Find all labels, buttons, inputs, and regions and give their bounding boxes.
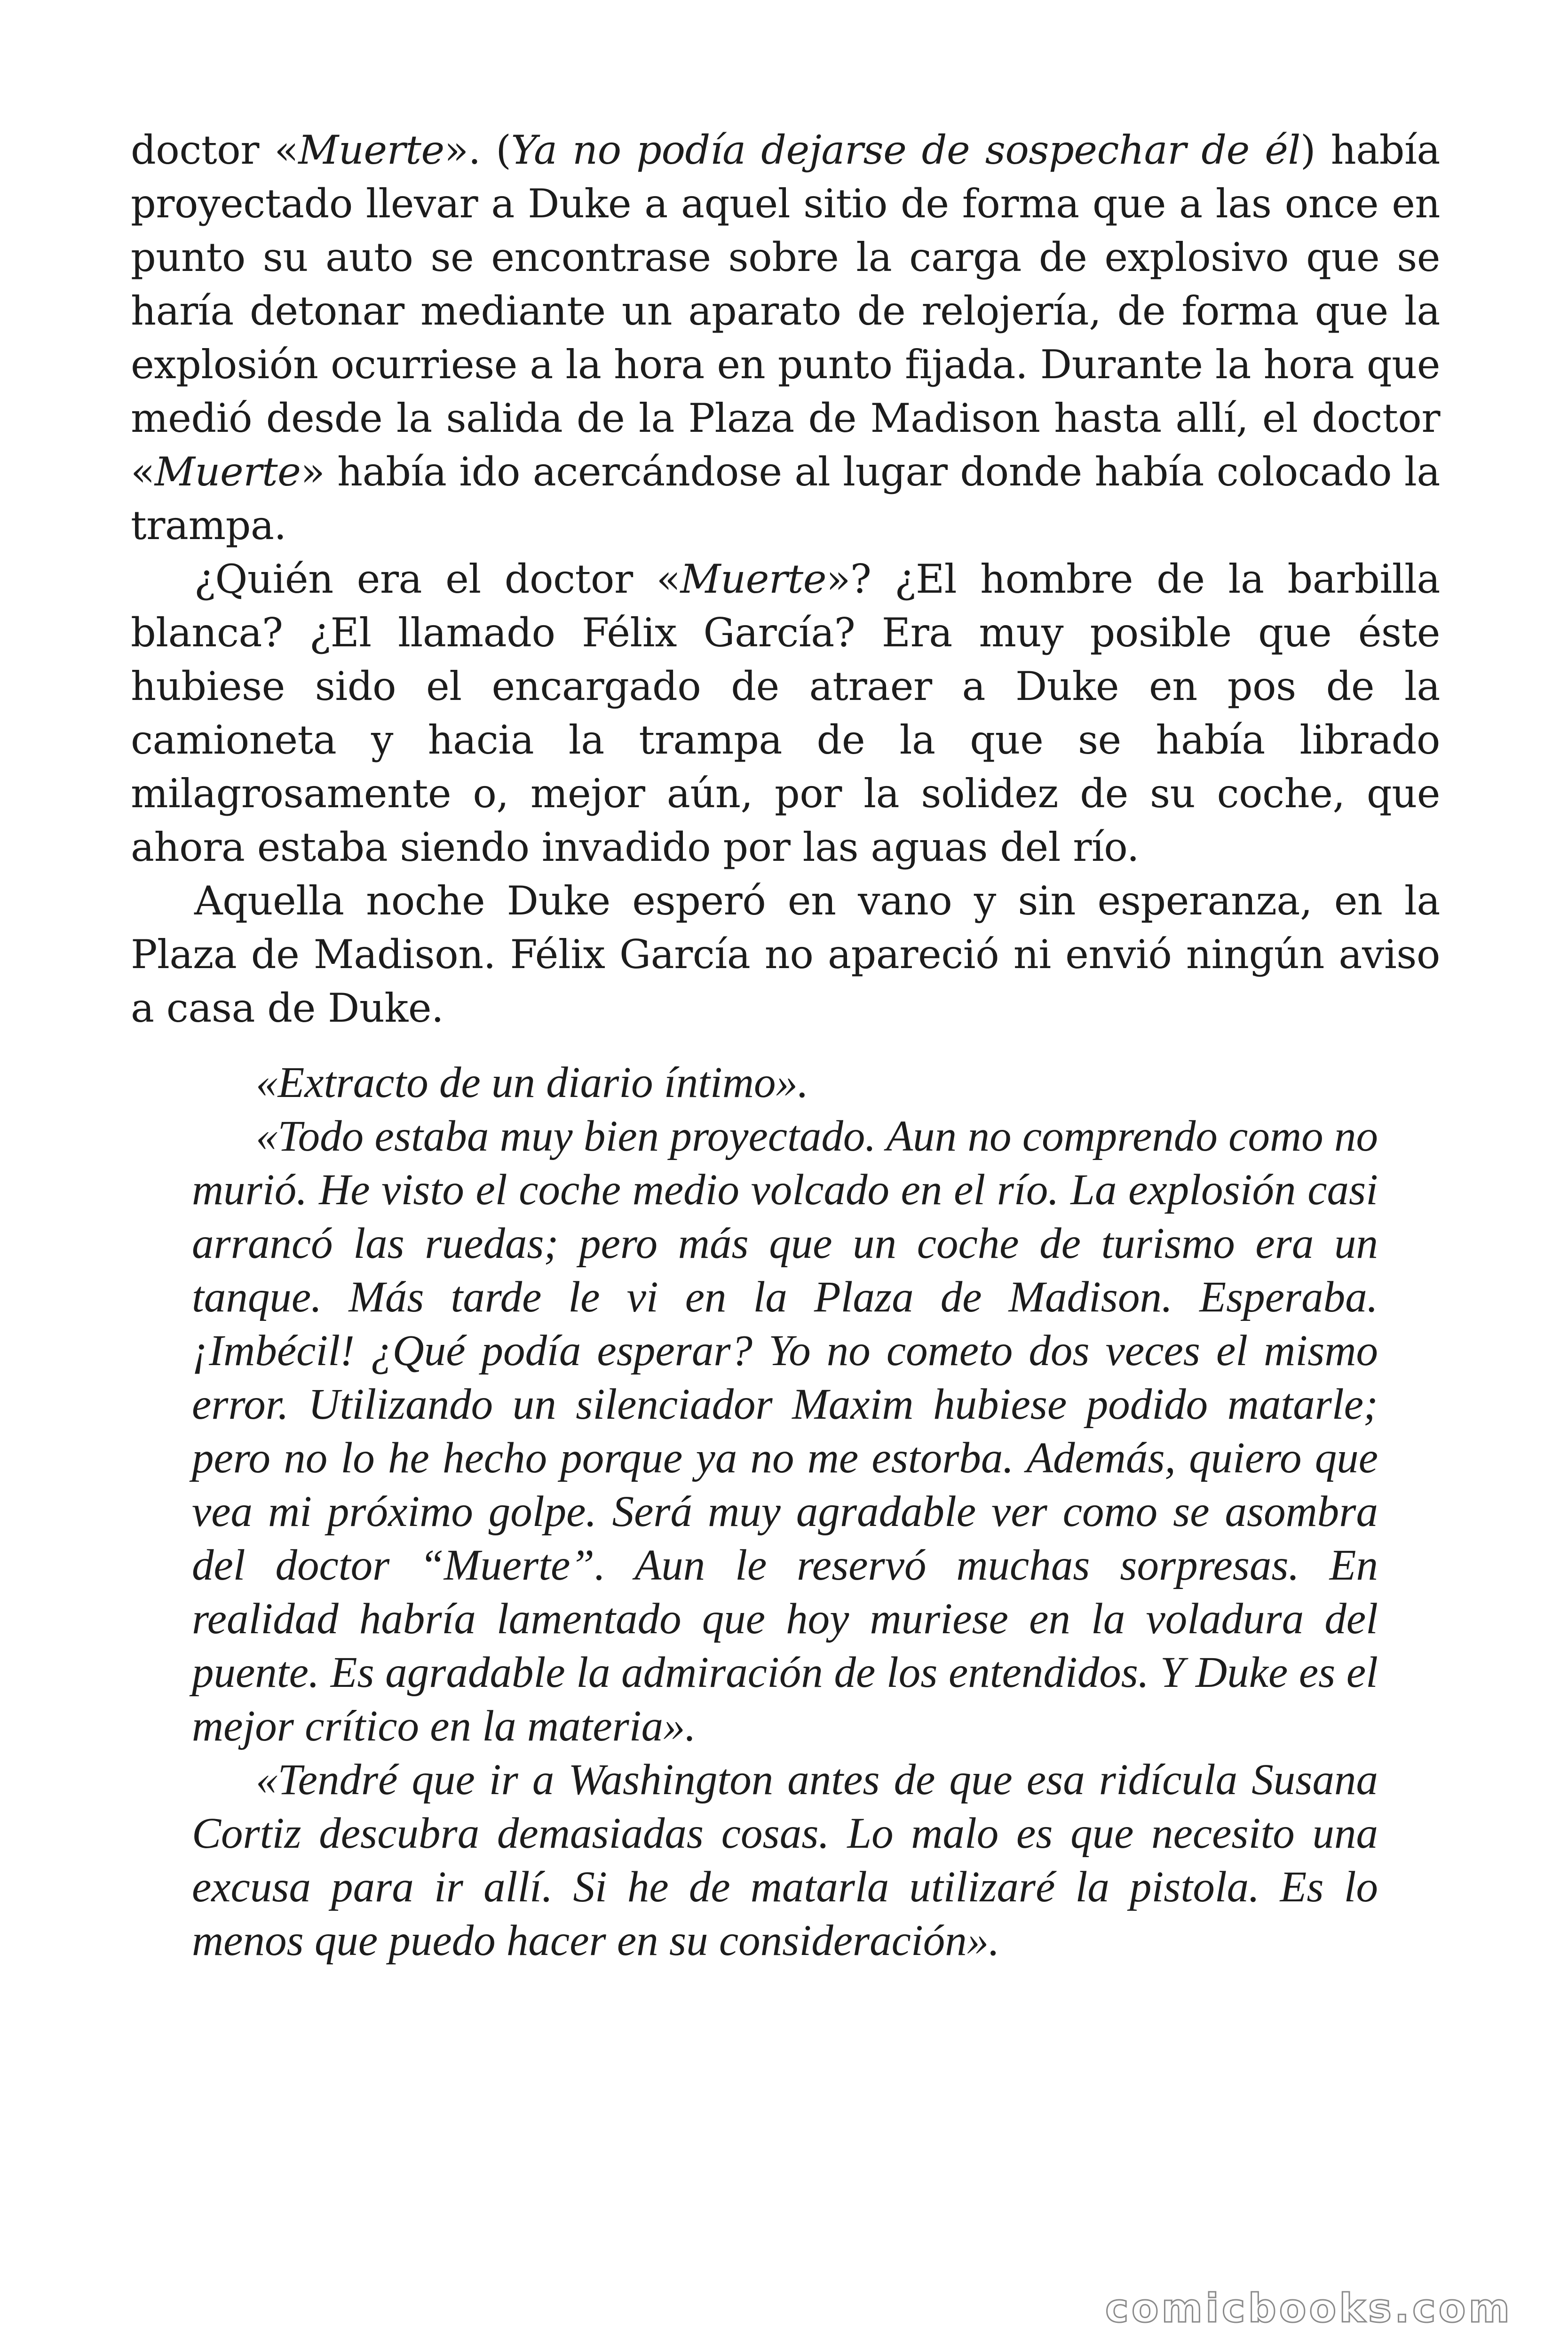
paragraph-3: Aquella noche Duke esperó en vano y sin esperanza, en la Plaza de Madison. Félix García no apareció ni envió ningún aviso a casa de Duke. [131, 878, 1440, 1031]
diary-excerpt [192, 1056, 1378, 1968]
paragraph-2: ¿Quién era el doctor «Muerte»? ¿El hombre de la barbilla blanca? ¿El llamado Félix García? Era muy posible que éste hubiese sido el encargado de atraer a Duke en pos de la camioneta y hacia la trampa de la que se había librado milagrosamente o, mejor aún, por la solidez de su coche, que ahora estaba siendo invadido por las aguas del río. [131, 556, 1441, 870]
diary-heading: «Extracto de un diario íntimo». [256, 1058, 809, 1107]
diary-paragraph: «Tendré que ir a Washington antes de que esa ridícula Susana Cortiz descubra demasiadas cosas. Lo malo es que necesito una excusa para ir allí. Si he de matarla utilizaré la pistola. Es lo menos que puedo hacer en su consideración». [192, 1756, 1378, 1965]
watermark: comicbooks.com [1105, 2285, 1513, 2331]
paragraph-1: doctor «Muerte». (Ya no podía dejarse de sospechar de él) había proyectado llevar a Duke a aquel sitio de forma que a las once en punto su auto se encontrase sobre la carga de explosivo que se haría detonar mediante un aparato de relojería, de forma que la explosión ocurriese a la hora en punto fijada. Durante la hora que medió desde la salida de la Plaza de Madison hasta allí, el doctor «Muerte» había ido acercándose al lugar donde había colocado la trampa. [131, 127, 1441, 548]
narrative-text [131, 123, 1440, 1035]
diary-paragraph: «Todo estaba muy bien proyectado. Aun no comprendo como no murió. He visto el coche medio volcado en el río. La explosión casi arrancó las ruedas; pero más que un coche de turismo era un tanque. Más tarde le vi en la Plaza de Madison. Esperaba. ¡Imbécil! ¿Qué podía esperar? Yo no cometo dos veces el mismo error. Utilizando un silenciador Maxim hubiese podido matarle; pero no lo he hecho porque ya no me estorba. Además, quiero que vea mi próximo golpe. Será muy agradable ver como se asombra del doctor “Muerte”. Aun le reservó muchas sorpresas. En realidad habría lamentado que hoy muriese en la voladura del puente. Es agradable la admiración de los entendidos. Y Duke es el mejor crítico en la materia». [192, 1112, 1378, 1750]
